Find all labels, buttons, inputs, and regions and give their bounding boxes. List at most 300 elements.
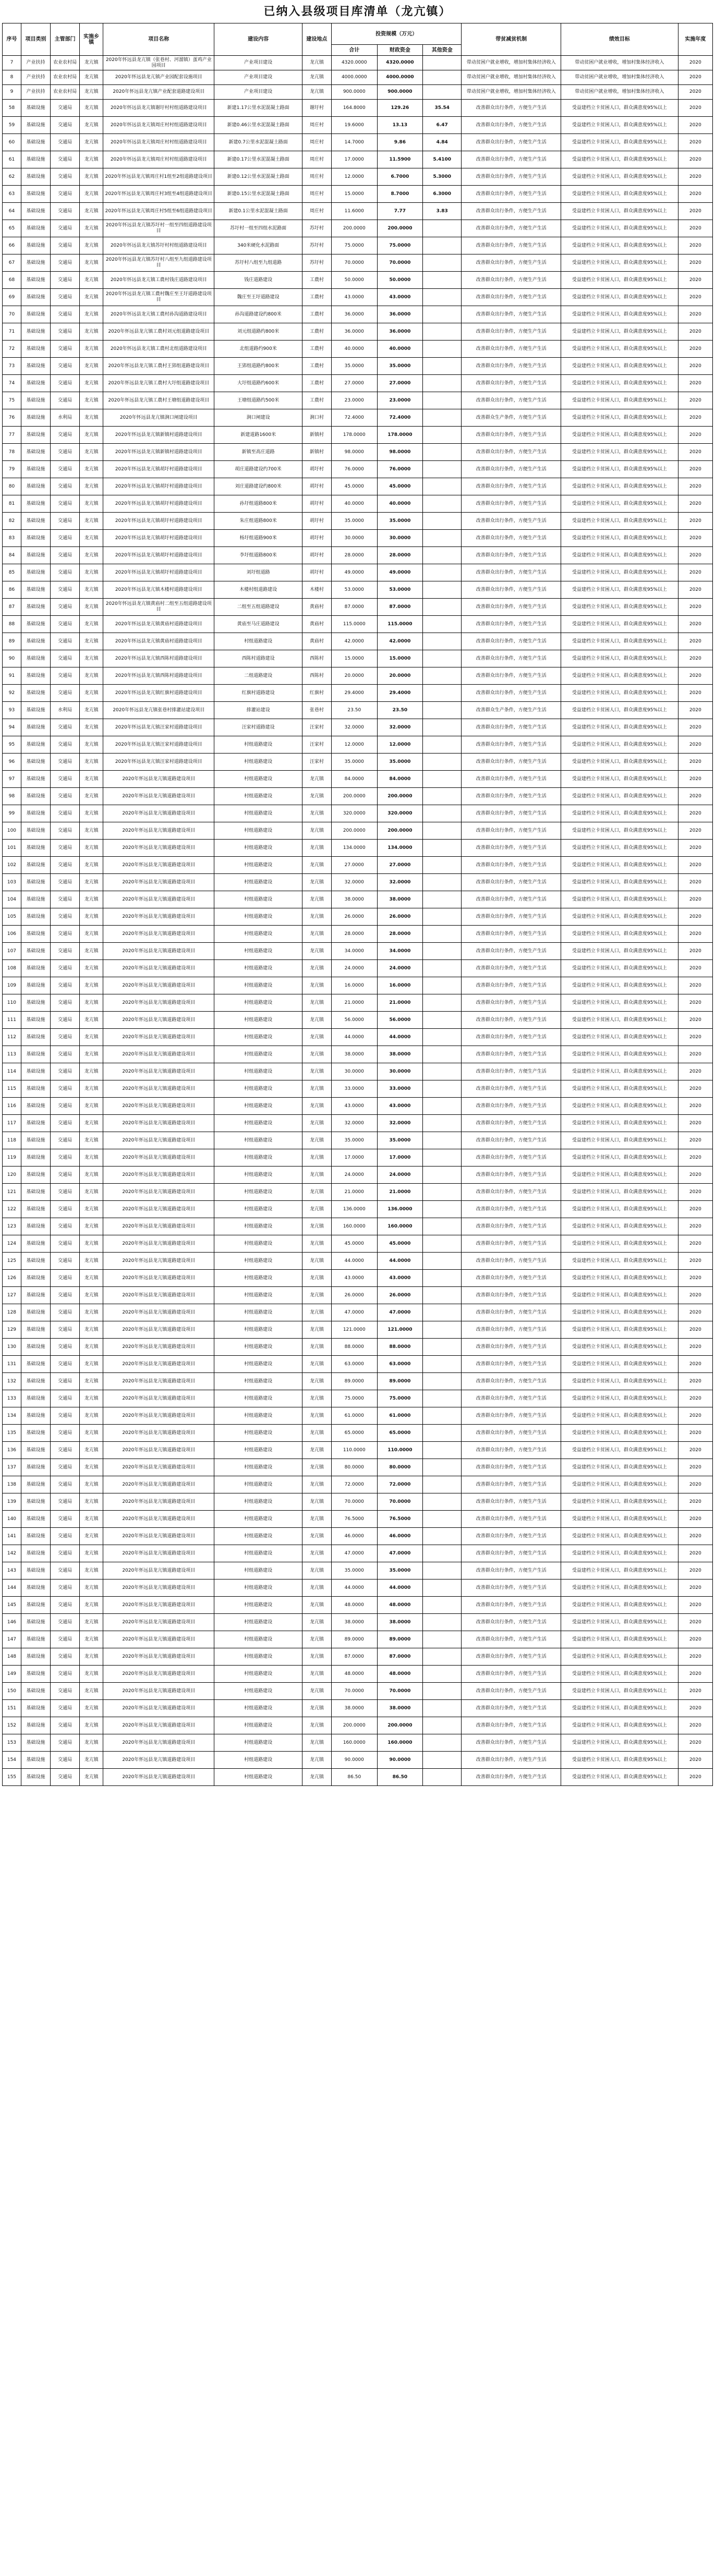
table-row: [3, 1425, 713, 1442]
cell-category: 基础设施: [21, 702, 50, 719]
cell-other: [423, 719, 462, 736]
cell-benefit: 改善群众出行条件，方便生产生活: [462, 513, 561, 530]
table-row: [3, 409, 713, 427]
cell-other: [423, 1476, 462, 1493]
cell-location: 龙亢镇: [302, 1579, 331, 1597]
cell-content: 木楼村组道路建设: [214, 581, 302, 599]
cell-other: [423, 874, 462, 891]
cell-project-name: 2020年怀远县龙亢镇胡圩村道路建设项目: [103, 513, 214, 530]
cell-fiscal: 12.0000: [377, 736, 423, 754]
cell-fiscal: 13.13: [377, 117, 423, 134]
cell-dept: 交通局: [51, 1149, 80, 1167]
cell-goal: 受益建档立卡贫困人口，群众满意度95%以上: [561, 977, 678, 994]
cell-benefit: 改善群众出行条件，方便生产生活: [462, 1373, 561, 1390]
cell-fiscal: 121.0000: [377, 1321, 423, 1339]
cell-benefit: 改善群众生产条件，方便生产生活: [462, 409, 561, 427]
cell-seq: 110: [3, 994, 21, 1012]
cell-dept: 水利局: [51, 409, 80, 427]
cell-project-name: 2020年怀远县龙亢镇道路建设项目: [103, 1201, 214, 1218]
table-row: [3, 392, 713, 409]
project-table: [2, 23, 713, 1786]
cell-township: 龙亢镇: [80, 1493, 103, 1511]
cell-other: [423, 358, 462, 375]
cell-goal: 受益建档立卡贫困人口，群众满意度95%以上: [561, 151, 678, 168]
cell-seq: 78: [3, 444, 21, 461]
cell-other: 5.4100: [423, 151, 462, 168]
cell-benefit: 改善群众出行条件，方便生产生活: [462, 272, 561, 289]
cell-other: [423, 977, 462, 994]
cell-project-name: 2020年怀远县龙亢镇道路建设项目: [103, 1476, 214, 1493]
cell-benefit: 改善群众出行条件，方便生产生活: [462, 1270, 561, 1287]
cell-content: 村组道路建设: [214, 1115, 302, 1132]
cell-dept: 交通局: [51, 1321, 80, 1339]
cell-category: 基础设施: [21, 736, 50, 754]
cell-other: 6.3000: [423, 186, 462, 203]
cell-fiscal: 24.0000: [377, 1167, 423, 1184]
cell-seq: 121: [3, 1184, 21, 1201]
cell-content: 涧口闸建设: [214, 409, 302, 427]
cell-dept: 交通局: [51, 908, 80, 926]
header-fiscal: 财政资金: [377, 45, 423, 56]
cell-other: [423, 1597, 462, 1614]
cell-location: 红旗村: [302, 685, 331, 702]
table-row: [3, 1666, 713, 1683]
cell-fiscal: 72.4000: [377, 409, 423, 427]
cell-category: 基础设施: [21, 134, 50, 151]
cell-dept: 交通局: [51, 685, 80, 702]
cell-category: 基础设施: [21, 857, 50, 874]
table-row: [3, 667, 713, 685]
cell-year: 2020: [678, 1270, 712, 1287]
cell-other: [423, 943, 462, 960]
cell-benefit: 改善群众出行条件，方便生产生活: [462, 1029, 561, 1046]
cell-goal: 受益建档立卡贫困人口，群众满意度95%以上: [561, 530, 678, 547]
cell-content: 村组道路建设: [214, 977, 302, 994]
table-row: [3, 1476, 713, 1493]
cell-goal: 受益建档立卡贫困人口，群众满意度95%以上: [561, 117, 678, 134]
cell-year: 2020: [678, 1063, 712, 1080]
cell-total: 19.6000: [332, 117, 378, 134]
cell-fiscal: 87.0000: [377, 599, 423, 616]
cell-location: 工農村: [302, 358, 331, 375]
cell-fiscal: 200.0000: [377, 788, 423, 805]
cell-location: 苏圩村: [302, 254, 331, 272]
cell-total: 110.0000: [332, 1442, 378, 1459]
cell-location: 胡圩村: [302, 513, 331, 530]
cell-year: 2020: [678, 754, 712, 771]
cell-goal: 受益建档立卡贫困人口，群众满意度95%以上: [561, 805, 678, 822]
cell-township: 龙亢镇: [80, 1356, 103, 1373]
cell-project-name: 2020年怀远县龙亢镇道路建设项目: [103, 1407, 214, 1425]
cell-dept: 交通局: [51, 220, 80, 237]
cell-project-name: 2020年怀远县龙亢镇西陈村道路建设项目: [103, 650, 214, 667]
cell-dept: 交通局: [51, 564, 80, 581]
cell-benefit: 改善群众出行条件，方便生产生活: [462, 237, 561, 254]
cell-year: 2020: [678, 564, 712, 581]
cell-dept: 交通局: [51, 805, 80, 822]
cell-other: [423, 1442, 462, 1459]
cell-location: 胡圩村: [302, 530, 331, 547]
cell-content: 新建道路1600米: [214, 427, 302, 444]
cell-fiscal: 110.0000: [377, 1442, 423, 1459]
cell-other: [423, 1459, 462, 1476]
cell-goal: 受益建档立卡贫困人口，群众满意度95%以上: [561, 1098, 678, 1115]
cell-project-name: 2020年怀远县龙亢镇道路建设项目: [103, 1046, 214, 1063]
cell-dept: 交通局: [51, 667, 80, 685]
cell-category: 基础设施: [21, 1012, 50, 1029]
cell-other: [423, 1545, 462, 1562]
cell-other: [423, 478, 462, 495]
cell-goal: 受益建档立卡贫困人口，群众满意度95%以上: [561, 1253, 678, 1270]
cell-other: [423, 581, 462, 599]
cell-content: 村组道路建设: [214, 874, 302, 891]
cell-dept: 交通局: [51, 358, 80, 375]
cell-category: 基础设施: [21, 1425, 50, 1442]
cell-benefit: 改善群众出行条件，方便生产生活: [462, 341, 561, 358]
cell-fiscal: 24.0000: [377, 960, 423, 977]
cell-year: 2020: [678, 392, 712, 409]
cell-project-name: 2020年怀远县龙亢镇道路建设项目: [103, 1442, 214, 1459]
cell-benefit: 改善群众出行条件，方便生产生活: [462, 1459, 561, 1476]
cell-year: 2020: [678, 1304, 712, 1321]
cell-year: 2020: [678, 1253, 712, 1270]
cell-township: 龙亢镇: [80, 306, 103, 323]
cell-goal: 受益建档立卡贫困人口，群众满意度95%以上: [561, 1562, 678, 1579]
cell-dept: 交通局: [51, 427, 80, 444]
table-row: [3, 1493, 713, 1511]
cell-fiscal: 160.0000: [377, 1218, 423, 1235]
cell-year: 2020: [678, 530, 712, 547]
cell-benefit: 改善群众出行条件，方便生产生活: [462, 478, 561, 495]
cell-category: 基础设施: [21, 667, 50, 685]
cell-township: 龙亢镇: [80, 1476, 103, 1493]
cell-goal: 受益建档立卡贫困人口，群众满意度95%以上: [561, 1407, 678, 1425]
cell-project-name: 2020年怀远县龙亢镇道路建设项目: [103, 891, 214, 908]
cell-dept: 交通局: [51, 1614, 80, 1631]
cell-dept: 交通局: [51, 461, 80, 478]
table-row: [3, 1132, 713, 1149]
cell-township: 龙亢镇: [80, 599, 103, 616]
cell-goal: 受益建档立卡贫困人口，群众满意度95%以上: [561, 822, 678, 840]
cell-other: [423, 427, 462, 444]
cell-category: 基础设施: [21, 220, 50, 237]
cell-total: 38.0000: [332, 1700, 378, 1717]
cell-content: 村组道路建设: [214, 1597, 302, 1614]
cell-category: 基础设施: [21, 840, 50, 857]
cell-township: 龙亢镇: [80, 1132, 103, 1149]
cell-benefit: 改善群众出行条件，方便生产生活: [462, 1493, 561, 1511]
cell-fiscal: 70.0000: [377, 254, 423, 272]
cell-location: 胡圩村: [302, 564, 331, 581]
cell-total: 72.4000: [332, 409, 378, 427]
cell-township: 龙亢镇: [80, 564, 103, 581]
cell-other: 6.47: [423, 117, 462, 134]
cell-seq: 143: [3, 1562, 21, 1579]
cell-other: [423, 1080, 462, 1098]
cell-year: 2020: [678, 85, 712, 100]
cell-content: 村组道路建设: [214, 754, 302, 771]
cell-dept: 交通局: [51, 1734, 80, 1752]
cell-other: [423, 685, 462, 702]
cell-fiscal: 90.0000: [377, 1752, 423, 1769]
cell-seq: 150: [3, 1683, 21, 1700]
cell-year: 2020: [678, 1717, 712, 1734]
cell-project-name: 2020年怀远县龙亢镇道路建设项目: [103, 1528, 214, 1545]
cell-seq: 119: [3, 1149, 21, 1167]
cell-benefit: 改善群众出行条件，方便生产生活: [462, 151, 561, 168]
cell-goal: 带动贫困户就业增收，增加村集体经济收入: [561, 70, 678, 85]
cell-goal: 受益建档立卡贫困人口，群众满意度95%以上: [561, 943, 678, 960]
cell-other: [423, 1046, 462, 1063]
cell-township: 龙亢镇: [80, 736, 103, 754]
cell-project-name: 2020年怀远县龙亢镇汪家村道路建设项目: [103, 754, 214, 771]
cell-township: 龙亢镇: [80, 977, 103, 994]
cell-other: 5.3000: [423, 168, 462, 186]
cell-other: [423, 650, 462, 667]
cell-dept: 交通局: [51, 1425, 80, 1442]
cell-project-name: 2020年怀远县龙亢镇黄庙村道路建设项目: [103, 633, 214, 650]
cell-seq: 129: [3, 1321, 21, 1339]
cell-fiscal: 29.4000: [377, 685, 423, 702]
cell-goal: 受益建档立卡贫困人口，群众满意度95%以上: [561, 1390, 678, 1407]
cell-year: 2020: [678, 1201, 712, 1218]
cell-category: 基础设施: [21, 117, 50, 134]
table-row: [3, 1063, 713, 1080]
cell-total: 24.0000: [332, 1167, 378, 1184]
cell-goal: 受益建档立卡贫困人口，群众满意度95%以上: [561, 564, 678, 581]
cell-year: 2020: [678, 547, 712, 564]
cell-goal: 受益建档立卡贫困人口，群众满意度95%以上: [561, 1666, 678, 1683]
cell-township: 龙亢镇: [80, 926, 103, 943]
cell-dept: 交通局: [51, 1218, 80, 1235]
cell-location: 龙亢镇: [302, 1769, 331, 1786]
cell-seq: 130: [3, 1339, 21, 1356]
cell-dept: 交通局: [51, 754, 80, 771]
cell-category: 基础设施: [21, 1666, 50, 1683]
cell-location: 龙亢镇: [302, 1631, 331, 1648]
cell-goal: 受益建档立卡贫困人口，群众满意度95%以上: [561, 323, 678, 341]
cell-location: 龙亢镇: [302, 1253, 331, 1270]
cell-total: 200.0000: [332, 788, 378, 805]
cell-benefit: 改善群众出行条件，方便生产生活: [462, 289, 561, 306]
cell-location: 龙亢镇: [302, 1700, 331, 1717]
header-goal: 绩效目标: [561, 23, 678, 56]
cell-total: 47.0000: [332, 1304, 378, 1321]
cell-fiscal: 70.0000: [377, 1683, 423, 1700]
cell-goal: 受益建档立卡贫困人口，群众满意度95%以上: [561, 461, 678, 478]
cell-other: [423, 1304, 462, 1321]
cell-fiscal: 7.77: [377, 203, 423, 220]
cell-seq: 103: [3, 874, 21, 891]
cell-other: [423, 289, 462, 306]
cell-content: 孙圩组道路800米: [214, 495, 302, 513]
cell-seq: 138: [3, 1476, 21, 1493]
cell-seq: 105: [3, 908, 21, 926]
cell-other: [423, 1149, 462, 1167]
cell-township: 龙亢镇: [80, 478, 103, 495]
cell-total: 46.0000: [332, 1528, 378, 1545]
cell-year: 2020: [678, 1098, 712, 1115]
cell-content: 村组道路建设: [214, 1287, 302, 1304]
cell-goal: 受益建档立卡贫困人口，群众满意度95%以上: [561, 1287, 678, 1304]
table-row: [3, 203, 713, 220]
cell-location: 周庄村: [302, 117, 331, 134]
cell-project-name: 2020年怀远县龙亢镇周庄村村组道路建设项目: [103, 134, 214, 151]
cell-township: 龙亢镇: [80, 1562, 103, 1579]
cell-fiscal: 44.0000: [377, 1029, 423, 1046]
cell-content: 新建0.17公里水泥混凝土路面: [214, 151, 302, 168]
cell-other: [423, 341, 462, 358]
cell-dept: 交通局: [51, 444, 80, 461]
cell-seq: 68: [3, 272, 21, 289]
cell-township: 龙亢镇: [80, 719, 103, 736]
cell-category: 基础设施: [21, 547, 50, 564]
cell-seq: 74: [3, 375, 21, 392]
cell-project-name: 2020年怀远县龙亢镇周庄村5组至6组道路建设项目: [103, 203, 214, 220]
cell-content: 村组道路建设: [214, 633, 302, 650]
cell-location: 工農村: [302, 272, 331, 289]
cell-total: 88.0000: [332, 1339, 378, 1356]
cell-content: 魏庄至王圩道路建设: [214, 289, 302, 306]
cell-dept: 交通局: [51, 306, 80, 323]
cell-project-name: 2020年怀远县龙亢镇胡圩村道路建设项目: [103, 564, 214, 581]
cell-project-name: 2020年怀远县龙亢镇道路建设项目: [103, 822, 214, 840]
cell-township: 龙亢镇: [80, 1752, 103, 1769]
cell-project-name: 2020年怀远县龙亢镇道路建设项目: [103, 1562, 214, 1579]
cell-location: 周庄村: [302, 203, 331, 220]
cell-benefit: 改善群众出行条件，方便生产生活: [462, 495, 561, 513]
cell-benefit: 改善群众出行条件，方便生产生活: [462, 168, 561, 186]
cell-content: 村组道路建设: [214, 1270, 302, 1287]
cell-year: 2020: [678, 478, 712, 495]
cell-benefit: 改善群众出行条件，方便生产生活: [462, 1339, 561, 1356]
cell-project-name: 2020年怀远县龙亢镇道路建设项目: [103, 1218, 214, 1235]
table-row: [3, 805, 713, 822]
table-row: [3, 444, 713, 461]
cell-seq: 107: [3, 943, 21, 960]
cell-category: 基础设施: [21, 719, 50, 736]
cell-dept: 交通局: [51, 994, 80, 1012]
table-row: [3, 1373, 713, 1390]
table-row: [3, 237, 713, 254]
table-row: [3, 289, 713, 306]
cell-fiscal: 38.0000: [377, 1046, 423, 1063]
cell-goal: 受益建档立卡贫困人口，群众满意度95%以上: [561, 1425, 678, 1442]
cell-seq: 82: [3, 513, 21, 530]
cell-goal: 受益建档立卡贫困人口，群众满意度95%以上: [561, 1545, 678, 1562]
cell-dept: 交通局: [51, 1270, 80, 1287]
cell-location: 龙亢镇: [302, 1459, 331, 1476]
cell-dept: 交通局: [51, 203, 80, 220]
cell-seq: 102: [3, 857, 21, 874]
cell-goal: 受益建档立卡贫困人口，群众满意度95%以上: [561, 1373, 678, 1390]
cell-year: 2020: [678, 289, 712, 306]
cell-other: [423, 1218, 462, 1235]
cell-benefit: 改善群众出行条件，方便生产生活: [462, 943, 561, 960]
cell-seq: 109: [3, 977, 21, 994]
table-row: [3, 341, 713, 358]
cell-location: 龙亢镇: [302, 1184, 331, 1201]
cell-seq: 100: [3, 822, 21, 840]
cell-total: 75.0000: [332, 237, 378, 254]
cell-category: 基础设施: [21, 1459, 50, 1476]
cell-seq: 80: [3, 478, 21, 495]
cell-total: 65.0000: [332, 1425, 378, 1442]
cell-total: 35.0000: [332, 513, 378, 530]
cell-year: 2020: [678, 513, 712, 530]
table-row: [3, 272, 713, 289]
cell-project-name: 2020年怀远县龙亢镇道路建设项目: [103, 926, 214, 943]
cell-year: 2020: [678, 1321, 712, 1339]
cell-category: 基础设施: [21, 392, 50, 409]
cell-total: 26.0000: [332, 908, 378, 926]
cell-seq: 77: [3, 427, 21, 444]
cell-total: 50.0000: [332, 272, 378, 289]
cell-total: 30.0000: [332, 1063, 378, 1080]
cell-seq: 141: [3, 1528, 21, 1545]
cell-year: 2020: [678, 874, 712, 891]
cell-goal: 受益建档立卡贫困人口，群众满意度95%以上: [561, 1012, 678, 1029]
cell-other: [423, 926, 462, 943]
cell-benefit: 改善群众生产条件，方便生产生活: [462, 702, 561, 719]
cell-fiscal: 33.0000: [377, 1080, 423, 1098]
cell-year: 2020: [678, 1012, 712, 1029]
cell-total: 15.0000: [332, 186, 378, 203]
cell-total: 21.0000: [332, 994, 378, 1012]
cell-dept: 交通局: [51, 1046, 80, 1063]
cell-content: 村组道路建设: [214, 805, 302, 822]
cell-total: 16.0000: [332, 977, 378, 994]
table-row: [3, 1235, 713, 1253]
cell-project-name: 2020年怀远县龙亢镇道路建设项目: [103, 1579, 214, 1597]
cell-seq: 140: [3, 1511, 21, 1528]
cell-seq: 124: [3, 1235, 21, 1253]
cell-total: 33.0000: [332, 1080, 378, 1098]
cell-goal: 受益建档立卡贫困人口，群众满意度95%以上: [561, 685, 678, 702]
cell-project-name: 2020年怀远县龙亢镇道路建设项目: [103, 857, 214, 874]
cell-goal: 受益建档立卡贫困人口，群众满意度95%以上: [561, 650, 678, 667]
cell-category: 基础设施: [21, 1218, 50, 1235]
cell-location: 龙亢镇: [302, 1167, 331, 1184]
cell-other: [423, 530, 462, 547]
cell-project-name: 2020年怀远县龙亢镇苏圩村村组道路建设项目: [103, 237, 214, 254]
cell-township: 龙亢镇: [80, 1459, 103, 1476]
cell-township: 龙亢镇: [80, 1149, 103, 1167]
cell-fiscal: 15.0000: [377, 650, 423, 667]
cell-benefit: 改善群众出行条件，方便生产生活: [462, 1304, 561, 1321]
cell-year: 2020: [678, 117, 712, 134]
cell-location: 周庄村: [302, 151, 331, 168]
table-row: [3, 513, 713, 530]
cell-total: 72.0000: [332, 1476, 378, 1493]
cell-content: 刘圩组道路: [214, 564, 302, 581]
cell-category: 基础设施: [21, 908, 50, 926]
cell-project-name: 2020年怀远县龙亢镇道路建设项目: [103, 1493, 214, 1511]
cell-benefit: 改善群众出行条件，方便生产生活: [462, 857, 561, 874]
cell-year: 2020: [678, 926, 712, 943]
cell-dept: 交通局: [51, 1597, 80, 1614]
cell-location: 龙亢镇: [302, 1012, 331, 1029]
cell-location: 龙亢镇: [302, 788, 331, 805]
cell-content: 新建1.17公里水泥混凝土路面: [214, 100, 302, 117]
cell-benefit: 改善群众出行条件，方便生产生活: [462, 1235, 561, 1253]
cell-township: 龙亢镇: [80, 1511, 103, 1528]
cell-benefit: 改善群众出行条件，方便生产生活: [462, 1562, 561, 1579]
cell-total: 28.0000: [332, 926, 378, 943]
cell-content: 村组道路建设: [214, 1579, 302, 1597]
cell-goal: 受益建档立卡贫困人口，群众满意度95%以上: [561, 1321, 678, 1339]
cell-category: 基础设施: [21, 1734, 50, 1752]
